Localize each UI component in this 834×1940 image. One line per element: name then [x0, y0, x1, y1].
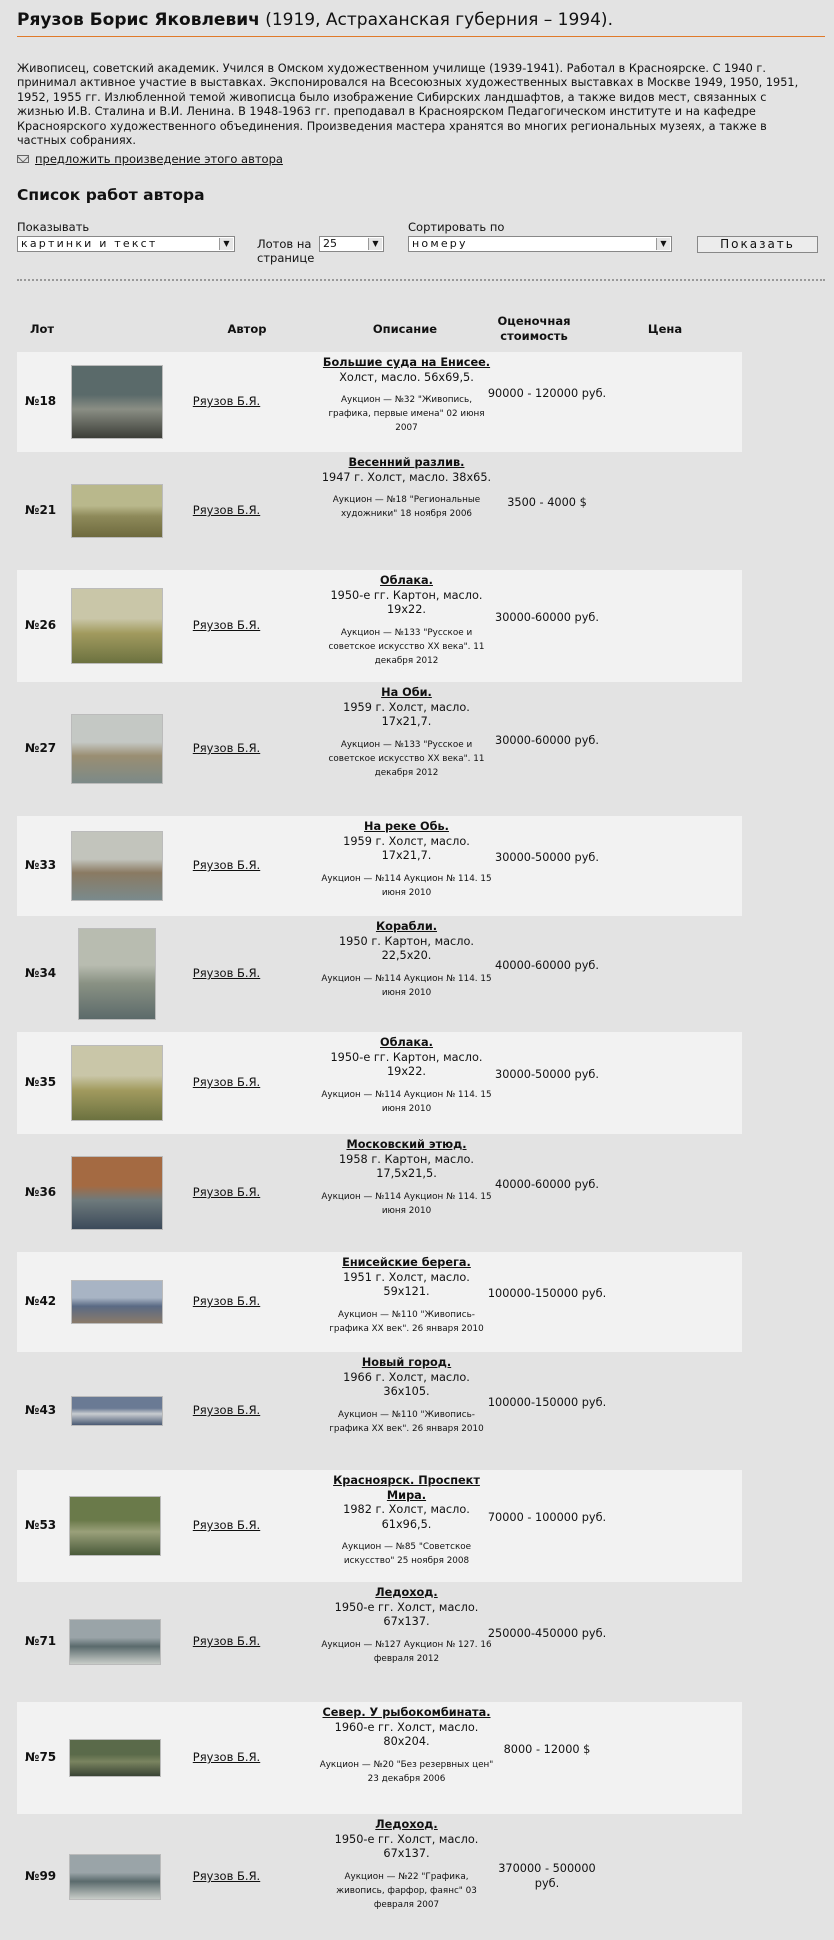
lot-thumbnail[interactable]: [72, 1046, 162, 1120]
lot-author-link[interactable]: Ряузов Б.Я.: [192, 966, 261, 980]
lot-description: [319, 686, 494, 780]
lot-estimate: 100000-150000 руб.: [487, 1287, 607, 1300]
lot-auction: Аукцион — №114 Аукцион № 114. 15 июня 2010: [321, 1191, 492, 1216]
lot-author-link[interactable]: Ряузов Б.Я.: [192, 394, 261, 408]
lot-description: [319, 1818, 494, 1912]
lot-details: Холст, масло. 56х69,5.: [339, 370, 474, 384]
show-mode-value: картинки и текст: [21, 237, 158, 250]
lot-auction: Аукцион — №114 Аукцион № 114. 15 июня 2010: [321, 1089, 492, 1114]
author-dates: (1919, Астраханская губерния – 1994).: [265, 10, 613, 30]
lot-details: 1950-е гг. Холст, масло. 67х137.: [334, 1600, 479, 1629]
lot-number: №18: [25, 394, 57, 408]
lot-thumbnail[interactable]: [72, 1397, 162, 1425]
col-header-estimate-line1: Оценочная: [497, 314, 571, 328]
lot-thumbnail[interactable]: [72, 589, 162, 663]
lot-title-link[interactable]: Ледоход.: [375, 1818, 438, 1831]
author-bio: Живописец, советский академик. Учился в Омском художественном училище (1939-1941). Работал в Красноярске. С 1940 г. принимал активное участие в выставках. Экспонировался на Всесоюзных художественных выставках в Москве 1949, 1950, 1951, 1952, 1955 гг. Излюбленной темой живописца было изображение Сибирских ландшафтов, а также видов мест, связанных с жизнью И.В. Сталина и В.И. Ленина. В 1948-1963 гг. преподавал в Красноярском Педагогическом институте и на кафедре Красноярского художественного объединения. Произведения мастера хранятся во многих региональных музеях, а также в частных собраниях.: [17, 62, 799, 148]
lot-description: [319, 356, 494, 435]
col-header-lot: Лот: [29, 322, 55, 336]
per-page-select[interactable]: [319, 236, 384, 252]
lot-title-link[interactable]: На реке Обь.: [364, 820, 449, 833]
lot-row: [17, 570, 742, 682]
works-list-title: Список работ автора: [17, 186, 205, 204]
lot-thumbnail[interactable]: [72, 715, 162, 783]
lot-row: [17, 1032, 742, 1134]
lot-author-link[interactable]: Ряузов Б.Я.: [192, 1185, 261, 1199]
lot-details: 1958 г. Картон, масло. 17,5х21,5.: [338, 1152, 474, 1181]
lot-details: 1960-е гг. Холст, масло. 80х204.: [334, 1720, 479, 1749]
lot-author-link[interactable]: Ряузов Б.Я.: [192, 858, 261, 872]
lot-auction: Аукцион — №133 "Русское и советское искусство XX века". 11 декабря 2012: [328, 627, 485, 666]
lot-author-link[interactable]: Ряузов Б.Я.: [192, 1403, 261, 1417]
lot-auction: Аукцион — №114 Аукцион № 114. 15 июня 2010: [321, 973, 492, 998]
lot-number: №99: [25, 1869, 57, 1883]
lot-title-link[interactable]: На Оби.: [381, 686, 432, 699]
per-page-label: [257, 237, 314, 265]
lot-number: №27: [25, 741, 57, 755]
lot-details: 1950-е гг. Холст, масло. 67х137.: [334, 1832, 479, 1861]
lot-auction: Аукцион — №110 "Живопись-графика XX век". 26 января 2010: [329, 1309, 484, 1334]
sort-select[interactable]: [408, 236, 672, 252]
lot-thumbnail[interactable]: [70, 1855, 160, 1899]
show-button[interactable]: Показать: [697, 236, 818, 253]
per-page-value: 25: [323, 237, 337, 250]
lot-details: 1966 г. Холст, масло. 36х105.: [343, 1370, 470, 1399]
lot-number: №33: [25, 858, 57, 872]
lot-row: [17, 1702, 742, 1814]
sort-value: номеру: [412, 237, 468, 250]
lot-description: [319, 1474, 494, 1568]
col-header-description: Описание: [372, 322, 438, 336]
lot-row: [17, 1252, 742, 1352]
per-page-label-line1: Лотов на: [257, 237, 312, 251]
lot-number: №36: [25, 1185, 57, 1199]
lot-auction: Аукцион — №85 "Советское искусство" 25 ноября 2008: [341, 1542, 472, 1567]
lot-details: 1950-е гг. Картон, масло. 19х22.: [330, 588, 483, 617]
lot-auction: Аукцион — №127 Аукцион № 127. 16 февраля 2012: [321, 1639, 492, 1664]
lot-description: [319, 1256, 494, 1336]
lot-number: №43: [25, 1403, 57, 1417]
author-name: Ряузов Борис Яковлевич: [17, 10, 260, 30]
lot-auction: Аукцион — №20 "Без резервных цен" 23 декабря 2006: [319, 1759, 494, 1784]
col-header-price: Цена: [647, 322, 683, 336]
lot-details: 1950-е гг. Картон, масло. 19х22.: [330, 1050, 483, 1079]
lot-row: [17, 1134, 742, 1252]
lot-author-link[interactable]: Ряузов Б.Я.: [192, 1518, 261, 1532]
lot-number: №53: [25, 1518, 57, 1532]
lot-description: [319, 1706, 494, 1786]
sort-label: Сортировать по: [408, 220, 505, 234]
col-header-author: Автор: [227, 322, 267, 336]
lot-author-link[interactable]: Ряузов Б.Я.: [192, 741, 261, 755]
lot-number: №42: [25, 1294, 57, 1308]
lot-thumbnail[interactable]: [72, 1281, 162, 1323]
lot-thumbnail[interactable]: [70, 1740, 160, 1776]
lot-auction: Аукцион — №110 "Живопись-графика XX век". 26 января 2010: [329, 1409, 484, 1434]
lot-row: [17, 452, 742, 570]
lot-number: №34: [25, 966, 57, 980]
lot-thumbnail[interactable]: [70, 1497, 160, 1555]
col-header-estimate: [470, 314, 598, 344]
lot-details: 1959 г. Холст, масло. 17х21,7.: [343, 834, 470, 863]
divider: [17, 279, 825, 281]
lot-auction: Аукцион — №18 "Региональные художники" 18 ноября 2006: [332, 495, 481, 520]
lot-thumbnail[interactable]: [72, 832, 162, 900]
lot-row: [17, 916, 742, 1032]
lot-estimate: 40000-60000 руб.: [495, 1178, 599, 1191]
lot-description: [319, 1356, 494, 1436]
lot-author-link[interactable]: Ряузов Б.Я.: [192, 1750, 261, 1764]
lot-description: [319, 574, 494, 668]
lot-row: [17, 816, 742, 916]
envelope-icon: [17, 155, 29, 163]
lot-description: [319, 1586, 494, 1666]
lot-details: 1947 г. Холст, масло. 38х65.: [321, 470, 492, 484]
lot-estimate: 40000-60000 руб.: [495, 959, 599, 972]
lot-estimate: 30000-60000 руб.: [495, 734, 599, 747]
lot-estimate: 30000-50000 руб.: [495, 851, 599, 864]
lot-auction: Аукцион — №114 Аукцион № 114. 15 июня 2010: [321, 873, 492, 898]
lot-author-link[interactable]: Ряузов Б.Я.: [192, 1294, 261, 1308]
lot-thumbnail[interactable]: [79, 929, 155, 1019]
lot-row: [17, 1470, 742, 1582]
lot-number: №26: [25, 618, 57, 632]
lot-title-link[interactable]: Енисейские берега.: [342, 1256, 471, 1269]
lot-title-link[interactable]: Облака.: [380, 574, 433, 587]
lot-auction: Аукцион — №133 "Русское и советское искусство XX века". 11 декабря 2012: [328, 739, 485, 778]
suggest-work-link[interactable]: предложить произведение этого автора: [35, 152, 283, 166]
per-page-label-line2: странице: [257, 251, 315, 265]
lot-number: №75: [25, 1750, 57, 1764]
lot-details: 1951 г. Холст, масло. 59х121.: [343, 1270, 470, 1299]
lot-title-link[interactable]: Весенний разлив.: [348, 456, 465, 469]
col-header-estimate-line2: стоимость: [500, 329, 568, 343]
lot-title-link[interactable]: Север. У рыбокомбината.: [322, 1706, 491, 1719]
suggest-work: [17, 152, 283, 166]
lot-estimate: 100000-150000 руб.: [487, 1396, 607, 1409]
lot-thumbnail[interactable]: [72, 485, 162, 537]
lot-estimate: 8000 - 12000 $: [503, 1743, 591, 1756]
lot-thumbnail[interactable]: [70, 1620, 160, 1664]
lot-estimate: 3500 - 4000 $: [507, 496, 587, 509]
lot-number: №21: [25, 503, 57, 517]
dropdown-arrow-icon: ▼: [368, 238, 382, 250]
lot-description: [319, 820, 494, 900]
lot-number: №35: [25, 1075, 57, 1089]
lot-row: [17, 352, 742, 452]
lot-author-link[interactable]: Ряузов Б.Я.: [192, 1869, 261, 1883]
dropdown-arrow-icon: ▼: [656, 238, 670, 250]
lot-title-link[interactable]: Красноярск. Проспект Мира.: [333, 1474, 480, 1502]
lot-row: [17, 1352, 742, 1470]
lot-estimate: 30000-50000 руб.: [495, 1068, 599, 1081]
lot-author-link[interactable]: Ряузов Б.Я.: [192, 1634, 261, 1648]
lot-details: 1982 г. Холст, масло. 61х96,5.: [343, 1503, 470, 1531]
show-label: Показывать: [17, 220, 90, 234]
lot-details: 1950 г. Картон, масло. 22,5х20.: [338, 934, 474, 963]
lot-description: [319, 1036, 494, 1116]
lot-title-link[interactable]: Большие суда на Енисее.: [322, 356, 491, 369]
lot-auction: Аукцион — №22 "Графика, живопись, фарфор, фаянс" 03 февраля 2007: [336, 1871, 477, 1910]
lot-thumbnail[interactable]: [72, 366, 162, 438]
show-mode-select[interactable]: [17, 236, 235, 252]
lot-estimate: 370000 - 500000 руб.: [498, 1862, 596, 1890]
lot-estimate: 250000-450000 руб.: [487, 1627, 607, 1640]
lot-row: [17, 682, 742, 816]
lot-title-link[interactable]: Корабли.: [375, 920, 438, 933]
lot-estimate: 90000 - 120000 руб.: [487, 387, 607, 400]
lot-auction: Аукцион — №32 "Живопись, графика, первые имена" 02 июня 2007: [328, 395, 485, 434]
lot-description: [319, 920, 494, 1000]
lot-details: 1959 г. Холст, масло. 17х21,7.: [343, 700, 470, 729]
lot-title-link[interactable]: Облака.: [380, 1036, 433, 1049]
lot-title-link[interactable]: Ледоход.: [375, 1586, 438, 1599]
lot-description: [319, 456, 494, 521]
dropdown-arrow-icon: ▼: [219, 238, 233, 250]
lot-author-link[interactable]: Ряузов Б.Я.: [192, 618, 261, 632]
lot-number: №71: [25, 1634, 57, 1648]
lot-description: [319, 1138, 494, 1218]
lot-title-link[interactable]: Новый город.: [361, 1356, 452, 1369]
lot-title-link[interactable]: Московский этюд.: [346, 1138, 467, 1151]
lot-author-link[interactable]: Ряузов Б.Я.: [192, 1075, 261, 1089]
lot-estimate: 30000-60000 руб.: [495, 611, 599, 624]
lot-estimate: 70000 - 100000 руб.: [487, 1511, 607, 1524]
page-title: [17, 8, 825, 37]
lot-author-link[interactable]: Ряузов Б.Я.: [192, 503, 261, 517]
lot-row: [17, 1814, 742, 1940]
lot-row: [17, 1582, 742, 1702]
lot-thumbnail[interactable]: [72, 1157, 162, 1229]
